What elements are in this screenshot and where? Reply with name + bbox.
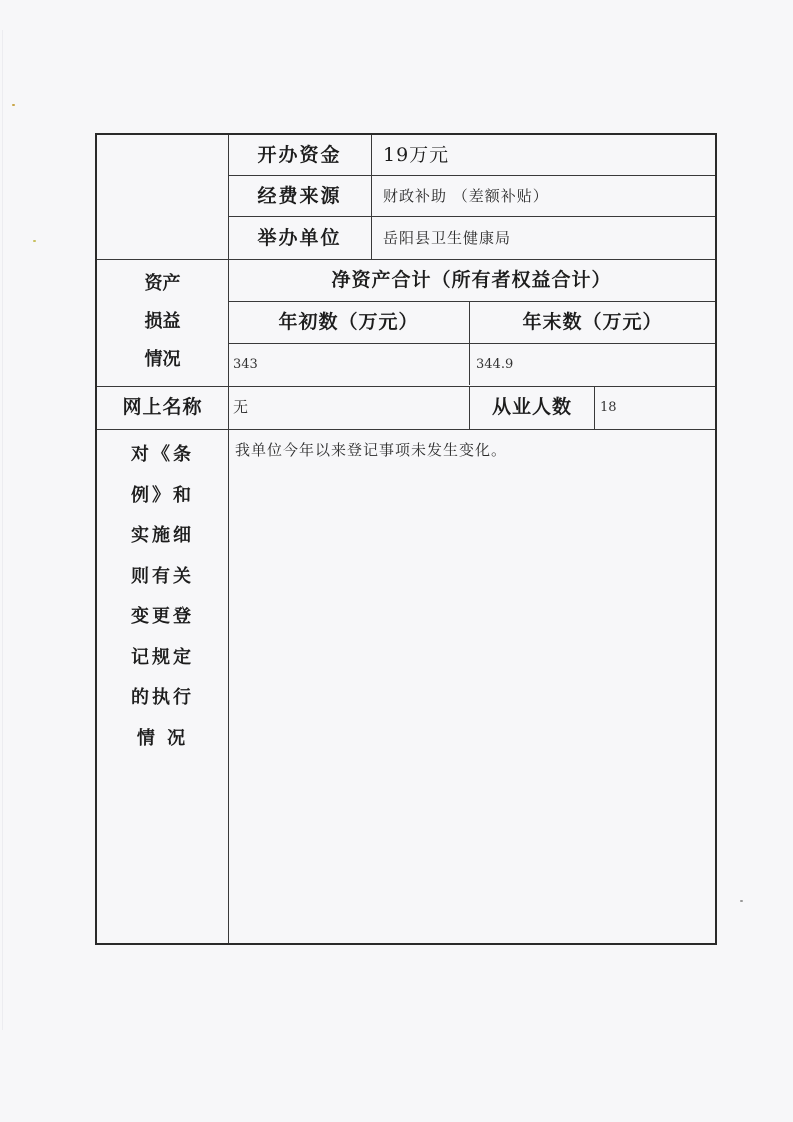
begin-year-label: 年初数（万元） [278, 311, 419, 333]
web-name-value: 无 [233, 398, 250, 416]
web-name-label: 网上名称 [122, 396, 203, 418]
regulation-compliance-value: 我单位今年以来登记事项未发生变化。 [235, 441, 508, 459]
funding-source-label: 经费来源 [257, 185, 342, 207]
staff-count-label: 从业人数 [491, 396, 572, 418]
scan-speck [12, 104, 15, 106]
staff-count-value: 18 [600, 400, 617, 415]
assets-side-line: 情况 [144, 349, 181, 370]
scan-speck [740, 900, 743, 902]
regulation-label-line: 情 况 [136, 727, 189, 749]
end-year-value: 344.9 [476, 357, 514, 372]
regulation-label-line: 例》和 [131, 484, 194, 506]
net-assets-header: 净资产合计（所有者权益合计） [331, 269, 612, 291]
grid-line [371, 135, 372, 259]
regulation-label-line: 的执行 [131, 687, 194, 708]
end-year-label: 年末数（万元） [522, 311, 663, 333]
assets-side-line: 损益 [144, 311, 181, 332]
begin-year-value: 343 [233, 357, 258, 372]
funding-source-value: 财政补助 （差额补贴） [383, 187, 549, 205]
scan-edge [2, 30, 3, 1030]
sponsor-unit-value: 岳阳县卫生健康局 [383, 229, 512, 247]
regulation-label-line: 对《条 [131, 444, 194, 465]
grid-line [97, 429, 715, 430]
regulation-compliance-label [97, 435, 228, 775]
regulation-label-line: 变更登 [131, 606, 194, 627]
assets-side-line: 资产 [144, 273, 181, 294]
regulation-label-line: 记规定 [131, 646, 194, 668]
registration-form-table [95, 133, 717, 945]
assets-side-label [97, 265, 228, 385]
sponsor-unit-label: 举办单位 [257, 227, 342, 249]
startup-funds-label: 开办资金 [257, 144, 342, 166]
regulation-label-line: 则有关 [131, 565, 194, 587]
regulation-label-line: 实施细 [131, 525, 194, 546]
scan-speck [33, 240, 36, 242]
grid-line [594, 387, 595, 429]
startup-funds-value: 19万元 [383, 144, 450, 166]
